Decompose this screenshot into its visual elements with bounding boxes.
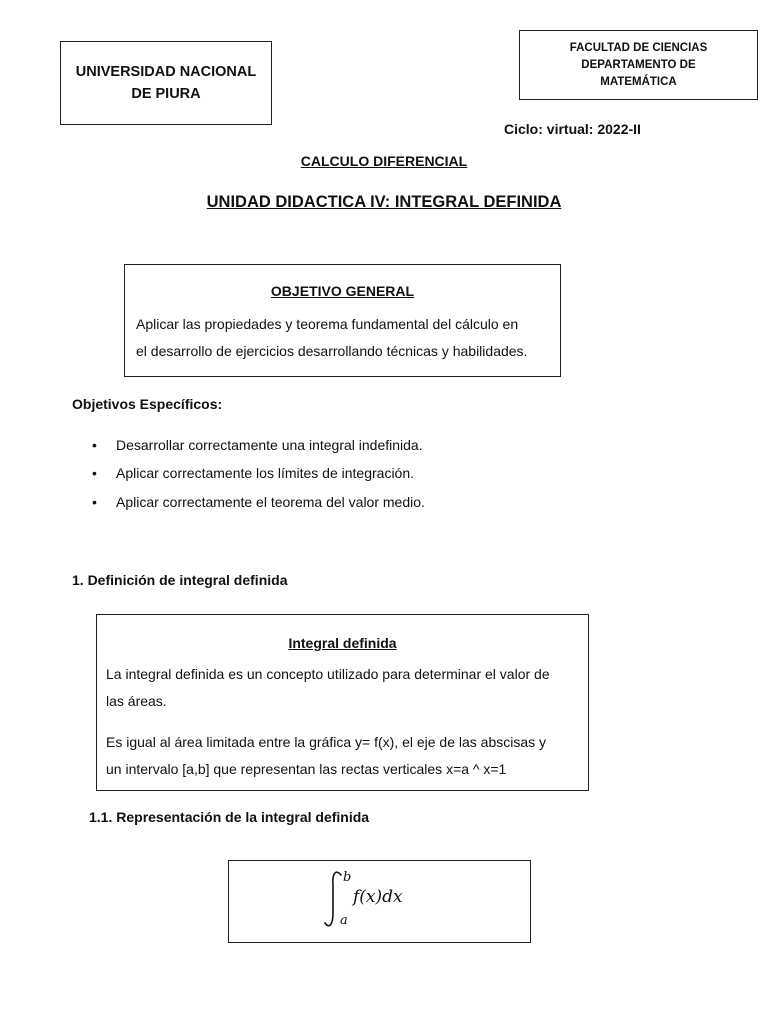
- section-1-heading: 1. Definición de integral definida: [72, 572, 288, 588]
- list-item-text: Desarrollar correctamente una integral indefinida.: [116, 437, 423, 453]
- unit-title: UNIDAD DIDACTICA IV: INTEGRAL DEFINIDA: [206, 193, 562, 211]
- bullet-icon: •: [92, 465, 97, 481]
- list-item-text: Aplicar correctamente el teorema del valor medio.: [116, 494, 425, 510]
- faculty-line-1: FACULTAD DE CIENCIAS: [569, 41, 708, 54]
- definition-line-2: las áreas.: [106, 693, 167, 709]
- section-1-1-heading: 1.1. Representación de la integral definida: [89, 809, 370, 825]
- university-name-line-2: DE PIURA: [131, 86, 201, 102]
- integral-sign-icon: [325, 872, 341, 926]
- university-box: [60, 41, 272, 125]
- objetivo-general-line-2: el desarrollo de ejercicios desarrollando técnicas y habilidades.: [136, 343, 528, 359]
- objetivo-general-heading: OBJETIVO GENERAL: [270, 283, 415, 299]
- bullet-icon: •: [92, 437, 97, 453]
- course-title: CALCULO DIFERENCIAL: [300, 153, 468, 169]
- objetivo-general-line-1: Aplicar las propiedades y teorema fundamental del cálculo en: [136, 316, 519, 332]
- objetivos-especificos-heading: Objetivos Específicos:: [72, 396, 223, 412]
- faculty-line-3: MATEMÁTICA: [600, 75, 677, 88]
- bullet-icon: •: [92, 494, 97, 510]
- university-name-line-1: UNIVERSIDAD NACIONAL: [75, 64, 257, 80]
- definition-line-3: Es igual al área limitada entre la gráfica y= f(x), el eje de las abscisas y: [106, 734, 547, 750]
- list-item-text: Aplicar correctamente los límites de integración.: [116, 465, 415, 481]
- objetivo-general-box: [124, 264, 561, 377]
- integral-formula: [229, 861, 530, 942]
- definition-line-1: La integral definida es un concepto utilizado para determinar el valor de: [106, 666, 550, 682]
- faculty-line-2: DEPARTAMENTO DE: [581, 58, 696, 71]
- integrand: f(x)dx: [353, 887, 403, 907]
- lower-limit: a: [340, 913, 348, 928]
- list-item: [92, 494, 425, 510]
- formula-box: [228, 860, 531, 943]
- integral-definida-heading: Integral definida: [288, 635, 397, 651]
- list-item: [92, 465, 414, 481]
- ciclo-label: Ciclo: virtual: 2022-II: [504, 121, 641, 137]
- definition-line-4: un intervalo [a,b] que representan las rectas verticales x=a ^ x=1: [106, 761, 507, 777]
- faculty-box: [519, 30, 758, 100]
- list-item: [92, 437, 423, 453]
- integral-definida-box: [96, 614, 589, 791]
- upper-limit: b: [343, 870, 352, 885]
